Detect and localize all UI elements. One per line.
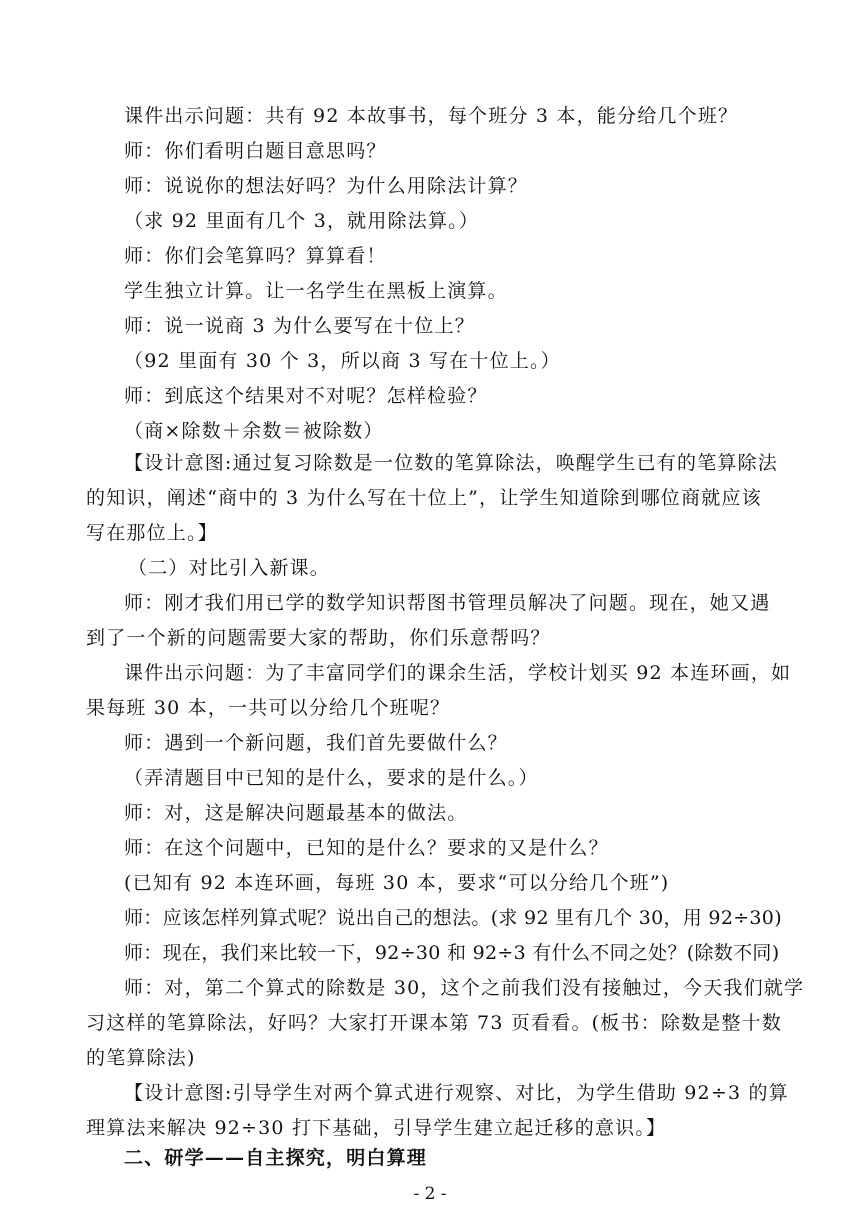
text-line: 到了一个新的问题需要大家的帮助，你们乐意帮吗？ — [86, 627, 551, 649]
text-line: 师：现在，我们来比较一下，92÷30 和 92÷3 有什么不同之处？(除数不同) — [124, 942, 780, 964]
text-line: (已知有 92 本连环画，每班 30 本，要求“可以分给几个班”) — [124, 872, 670, 894]
text-line: 学生独立计算。让一名学生在黑板上演算。 — [124, 280, 508, 302]
design-intent-line: 【设计意图:引导学生对两个算式进行观察、对比，为学生借助 92÷3 的算 — [124, 1082, 789, 1104]
text-line: 师：到底这个结果对不对呢？怎样检验？ — [124, 385, 488, 407]
text-line: 师：遇到一个新问题，我们首先要做什么？ — [124, 732, 508, 754]
design-intent-line: 写在那位上。】 — [86, 522, 218, 544]
section-subheading: （二）对比引入新课。 — [128, 557, 331, 579]
design-intent-line: 的知识，阐述“商中的 3 为什么写在十位上”，让学生知道除到哪位商就应该 — [86, 487, 762, 509]
text-line: 的笔算除法) — [86, 1047, 196, 1069]
text-line: 师：说一说商 3 为什么要写在十位上？ — [124, 315, 475, 337]
design-intent-line: 理算法来解决 92÷30 打下基础，引导学生建立起迁移的意识。】 — [86, 1117, 667, 1139]
text-line: 师：说说你的想法好吗？为什么用除法计算？ — [124, 175, 529, 197]
text-line: 师：对，第二个算式的除数是 30，这个之前我们没有接触过，今天我们就学 — [124, 977, 805, 999]
text-line: 习这样的笔算除法，好吗？大家打开课本第 73 页看看。(板书：除数是整十数 — [86, 1012, 783, 1034]
text-line: （92 里面有 30 个 3，所以商 3 写在十位上。） — [124, 350, 561, 372]
text-line: （弄清题目中已知的是什么，要求的是什么。） — [124, 767, 539, 789]
text-line: 师：在这个问题中，已知的是什么？要求的又是什么？ — [124, 837, 609, 859]
design-intent-line: 【设计意图:通过复习除数是一位数的笔算除法，唤醒学生已有的笔算除法 — [124, 452, 779, 474]
text-line: 师：刚才我们用已学的数学知识帮图书管理员解决了问题。现在，她又遇 — [124, 592, 771, 614]
page-number: - 2 - — [413, 1184, 447, 1204]
text-line: （求 92 里面有几个 3，就用除法算。） — [124, 210, 480, 232]
text-line: 师：应该怎样列算式呢？说出自己的想法。(求 92 里有几个 30，用 92÷30) — [124, 907, 782, 929]
text-line: 师：你们会笔算吗？算算看！ — [124, 245, 387, 267]
text-line: 师：对，这是解决问题最基本的做法。 — [124, 802, 468, 824]
text-line: 课件出示问题：共有 92 本故事书，每个班分 3 本，能分给几个班？ — [124, 105, 739, 127]
text-line: 果每班 30 本，一共可以分给几个班呢？ — [86, 697, 451, 719]
text-line: 师：你们看明白题目意思吗？ — [124, 140, 387, 162]
text-line: （商×除数＋余数＝被除数） — [124, 420, 384, 442]
text-line: 课件出示问题：为了丰富同学们的课余生活，学校计划买 92 本连环画，如 — [124, 662, 792, 684]
section-heading: 二、研学——自主探究，明白算理 — [124, 1147, 428, 1169]
